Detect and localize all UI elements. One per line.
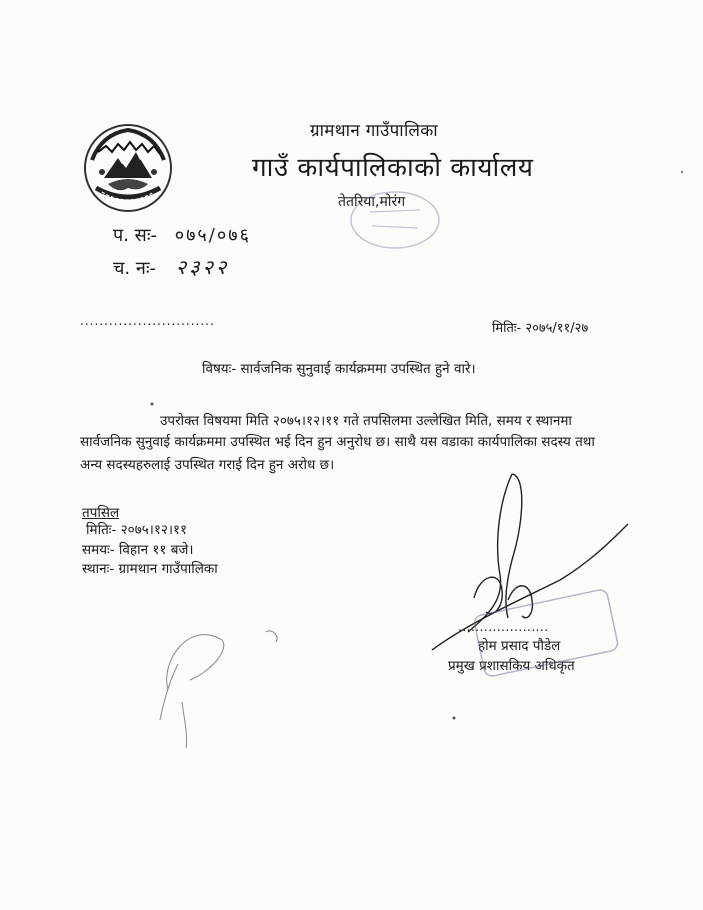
details-time: समयः- विहान ११ बजे। (82, 542, 194, 558)
signature-line: ..................... (458, 620, 549, 634)
cn-label: च. नः- (113, 258, 156, 279)
cn-value: २३२२ (175, 255, 230, 279)
municipality-name: ग्रामथान गाउँपालिका (310, 121, 438, 141)
letter-reference-number (113, 223, 251, 247)
scribble-icon (160, 631, 277, 748)
body-line-2: सार्वजनिक सुनुवाई कार्यक्रममा उपस्थित भई दिन हुन अनुरोध छ। साथै यस वडाका कार्यपालिका सदस्य तथा (80, 434, 595, 450)
ps-label: प. सः- (113, 225, 157, 246)
recipient-placeholder: ............................ (80, 314, 215, 328)
signatory-name: होम प्रसाद पौडेल (478, 638, 561, 654)
details-place: स्थानः- ग्रामथान गाउँपालिका (82, 561, 218, 577)
letter-date: मितिः- २०७५/११/२७ (492, 321, 589, 336)
nepal-emblem-icon (82, 122, 174, 214)
details-date: मितिः- २०७५।१२।११ (86, 522, 188, 538)
ps-value: ०७५/०७६ (174, 225, 251, 246)
details-heading: तपसिल (82, 505, 120, 521)
body-line-3: अन्य सदस्यहरुलाई उपस्थित गराई दिन हुन अरोध छ। (80, 457, 335, 473)
office-title: गाउँ कार्यपालिकाको कार्यालय (252, 153, 534, 183)
signatory-title: प्रमुख प्रशासकिय अधिकृत (448, 658, 575, 674)
subject-line: विषयः- सार्वजनिक सुनुवाई कार्यक्रममा उपस्थित हुने वारे। (202, 361, 476, 377)
dispatch-number (113, 253, 229, 280)
office-address: तेतरिया,मोरंग (338, 194, 406, 210)
body-line-1: उपरोक्त विषयमा मिति २०७५।१२।११ गते तपसिलमा उल्लेखित मिति, समय र स्थानमा (160, 413, 572, 429)
